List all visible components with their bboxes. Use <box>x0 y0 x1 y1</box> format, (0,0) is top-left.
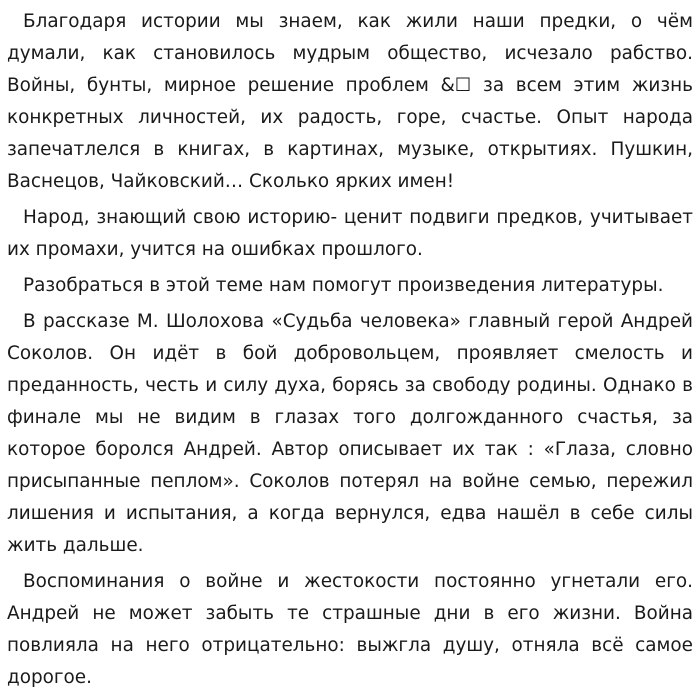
paragraph-memories: Воспоминания о войне и жестокости постоянно угнетали его. Андрей не может забыть те страшные дни в его жизни. Война повлияла на него отрицательно: выжгла душу, отняла всё самое дорогое. <box>7 571 693 688</box>
essay-text <box>7 6 693 694</box>
paragraph-sokolov: В рассказе М. Шолохова «Судьба человека» главный герой Андрей Соколов. Он идёт в бой добровольцем, проявляет смелость и преданность, честь и силу духа, борясь за свободу родины. Однако в финале мы не видим в глазах того долгожданного счастья, за которое боролся Андрей. Автор описывает их так : «Глаза, словно присыпанные пеплом». Соколов потерял на войне семью, пережил лишения и испытания, а когда вернулся, едва нашёл в себе силы жить дальше. <box>7 311 693 556</box>
paragraph-people-history: Народ, знающий свою историю- ценит подвиги предков, учитывает их промахи, учится на ошибках прошлого. <box>7 207 693 260</box>
paragraph-intro: Благодаря истории мы знаем, как жили наши предки, о чём думали, как становилось мудрым общество, исчезало рабство. Войны, бунты, мирное решение проблем &☐ за всем этим жизнь конкретных личностей, их радость, горе, счастье. Опыт народа запечатлелся в книгах, в картинах, музыке, открытиях. Пушкин, Васнецов, Чайковский… Сколько ярких имен! <box>7 11 693 192</box>
paragraph-literature: Разобраться в этой теме нам помогут произведения литературы. <box>23 275 664 296</box>
